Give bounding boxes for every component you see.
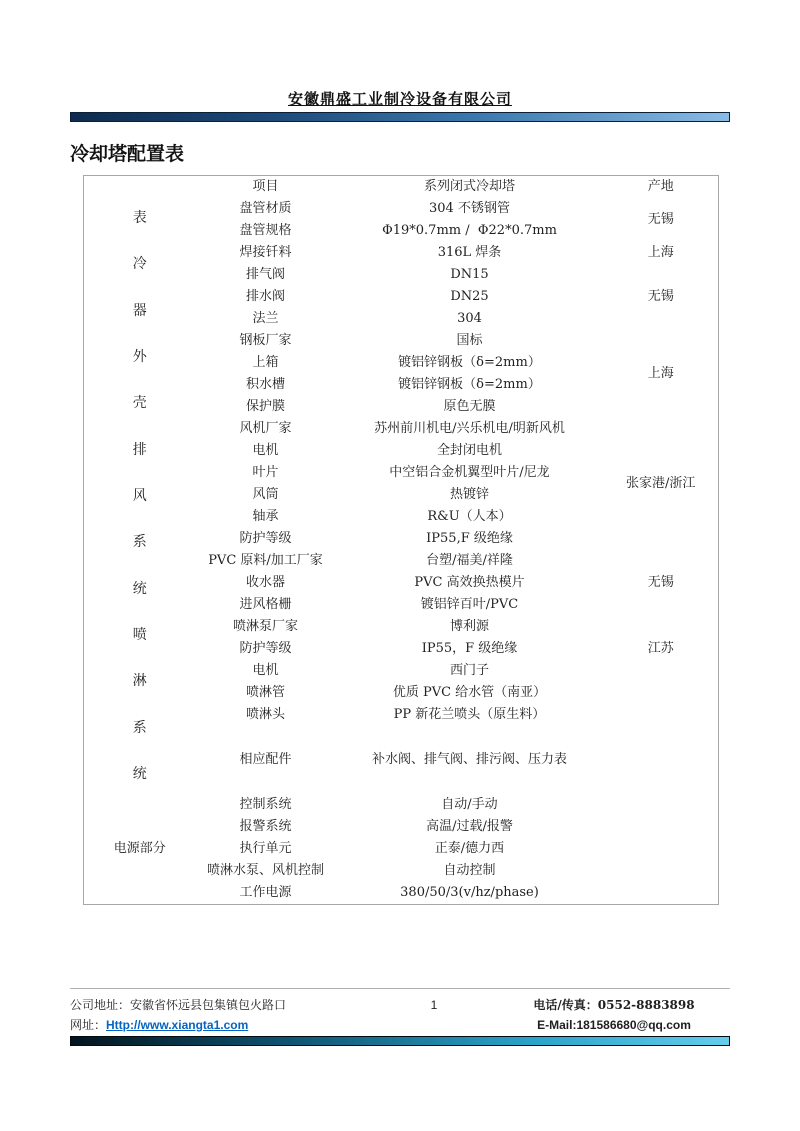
group-label-char: 系 xyxy=(132,719,147,736)
value-cell: 补水阀、排气阀、排污阀、压力表 xyxy=(371,752,567,767)
header-divider-bar xyxy=(70,112,730,122)
item-cell: 喷淋水泵、风机控制 xyxy=(206,863,324,878)
origin-cell: 上海 xyxy=(647,366,674,381)
item-cell: 工作电源 xyxy=(239,885,292,900)
item-cell: 风机厂家 xyxy=(239,421,292,436)
value-cell: 苏州前川机电/兴乐机电/明新风机 xyxy=(374,421,565,436)
item-cell: 叶片 xyxy=(252,465,279,480)
group-label-char: 淋 xyxy=(132,673,147,690)
series-header-cell: 系列闭式冷却塔 xyxy=(423,179,515,194)
table-row xyxy=(84,198,719,220)
origin-cell: 上海 xyxy=(647,245,674,260)
item-cell: 喷淋管 xyxy=(245,685,285,700)
group-vertical-label xyxy=(84,201,196,791)
group-label-char: 壳 xyxy=(132,395,147,412)
value-cell: 正泰/德力西 xyxy=(434,841,505,856)
value-cell: 自动控制 xyxy=(443,863,496,878)
value-cell: 高温/过载/报警 xyxy=(426,819,513,834)
item-cell: 报警系统 xyxy=(239,819,292,834)
value-cell: 国标 xyxy=(456,333,483,348)
value-cell: PP 新花兰喷头（原生料） xyxy=(393,707,546,722)
value-cell: PVC 高效换热模片 xyxy=(414,575,525,590)
group-label-char: 统 xyxy=(132,580,147,597)
item-cell: 积水槽 xyxy=(245,377,285,392)
item-cell: 控制系统 xyxy=(239,797,292,812)
origin-cell: 无锡 xyxy=(647,289,674,304)
value-cell: 中空铝合金机翼型叶片/尼龙 xyxy=(389,465,550,480)
value-cell: 镀铝锌钢板（δ=2mm） xyxy=(398,355,541,370)
value-cell: 自动/手动 xyxy=(441,797,498,812)
item-header-cell: 项目 xyxy=(252,179,279,194)
item-cell: 盘管材质 xyxy=(239,201,292,216)
value-cell: 316L 焊条 xyxy=(437,245,502,260)
origin-cell: 无锡 xyxy=(647,575,674,590)
spec-table xyxy=(83,175,719,905)
group-label-char: 表 xyxy=(132,210,147,226)
value-cell: 镀铝锌钢板（δ=2mm） xyxy=(398,377,541,392)
value-cell: 全封闭电机 xyxy=(436,443,502,458)
value-cell: IP55，F 级绝缘 xyxy=(421,641,518,656)
origin-cell: 江苏 xyxy=(647,641,674,656)
website-link[interactable]: Http://www.xiangta1.com xyxy=(106,1018,249,1032)
origin-cell: 无锡 xyxy=(647,212,674,227)
group-label-cell xyxy=(84,198,196,794)
item-cell: 执行单元 xyxy=(239,841,292,856)
item-cell: 喷淋头 xyxy=(245,707,285,722)
item-cell: 排水阀 xyxy=(245,289,285,304)
item-cell: 保护膜 xyxy=(245,399,285,414)
group-label-char: 冷 xyxy=(132,256,147,273)
item-cell: 进风格栅 xyxy=(239,597,292,612)
website-line xyxy=(70,1015,370,1035)
item-cell: 收水器 xyxy=(245,575,285,590)
phone-fax: 电话/传真：0552-8883898 xyxy=(533,998,695,1012)
origin-header-cell: 产地 xyxy=(647,179,674,194)
item-cell: 电机 xyxy=(252,443,279,458)
item-cell: 相应配件 xyxy=(239,752,292,767)
value-cell: DN25 xyxy=(450,289,489,304)
item-cell: PVC 原料/加工厂家 xyxy=(208,553,323,568)
value-cell: IP55,F 级绝缘 xyxy=(426,531,513,546)
value-cell: 304 xyxy=(457,311,482,326)
item-cell: 喷淋泵厂家 xyxy=(232,619,298,634)
item-cell: 盘管规格 xyxy=(239,223,292,238)
page-title: 冷却塔配置表 xyxy=(70,143,185,165)
value-cell: 台塑/福美/祥隆 xyxy=(426,553,513,568)
item-cell: 电机 xyxy=(252,663,279,678)
table-header-row xyxy=(84,176,719,199)
value-cell: 博利源 xyxy=(449,619,489,634)
value-cell: 304 不锈钢管 xyxy=(429,201,510,216)
value-cell: 西门子 xyxy=(449,663,489,678)
power-section-label: 电源部分 xyxy=(113,841,166,856)
company-address: 公司地址：安徽省怀远县包集镇包火路口 xyxy=(70,998,287,1012)
origin-empty-cell xyxy=(604,682,719,905)
footer-divider-bar xyxy=(70,1036,730,1046)
value-cell: R&U（人本） xyxy=(427,509,512,524)
company-name-heading: 安徽鼎盛工业制冷设备有限公司 xyxy=(287,90,512,108)
item-cell: 轴承 xyxy=(252,509,279,524)
email: E-Mail:181586680@qq.com xyxy=(537,1018,691,1032)
value-cell: 镀铝锌百叶/PVC xyxy=(420,597,519,612)
group-label-char: 风 xyxy=(132,487,147,504)
group-label-char: 喷 xyxy=(132,626,147,643)
page-footer xyxy=(70,988,730,1035)
value-cell: DN15 xyxy=(450,267,489,282)
group-label-char: 器 xyxy=(132,302,147,319)
item-cell: 法兰 xyxy=(252,311,279,326)
item-cell: 钢板厂家 xyxy=(239,333,292,348)
group-label-char: 排 xyxy=(132,441,147,458)
page-number: 1 xyxy=(430,998,438,1012)
value-cell: 380/50/3(v/hz/phase) xyxy=(400,885,539,900)
value-cell: Φ19*0.7mm / Φ22*0.7mm xyxy=(382,223,557,238)
item-cell: 防护等级 xyxy=(239,641,292,656)
value-cell: 热镀锌 xyxy=(449,487,489,502)
item-cell: 上箱 xyxy=(252,355,279,370)
origin-cell: 张家港/浙江 xyxy=(626,476,696,491)
item-cell: 焊接钎料 xyxy=(239,245,292,260)
group-label-char: 外 xyxy=(132,348,147,365)
item-cell: 风筒 xyxy=(252,487,279,502)
group-label-char: 系 xyxy=(132,534,147,551)
group-header-cell xyxy=(84,176,196,199)
website-label: 网址： xyxy=(70,1018,107,1032)
item-cell: 防护等级 xyxy=(239,531,292,546)
value-cell: 优质 PVC 给水管（南亚） xyxy=(392,685,547,700)
group-label-char: 统 xyxy=(132,765,147,782)
item-cell: 排气阀 xyxy=(245,267,285,282)
value-cell: 原色无膜 xyxy=(443,399,496,414)
